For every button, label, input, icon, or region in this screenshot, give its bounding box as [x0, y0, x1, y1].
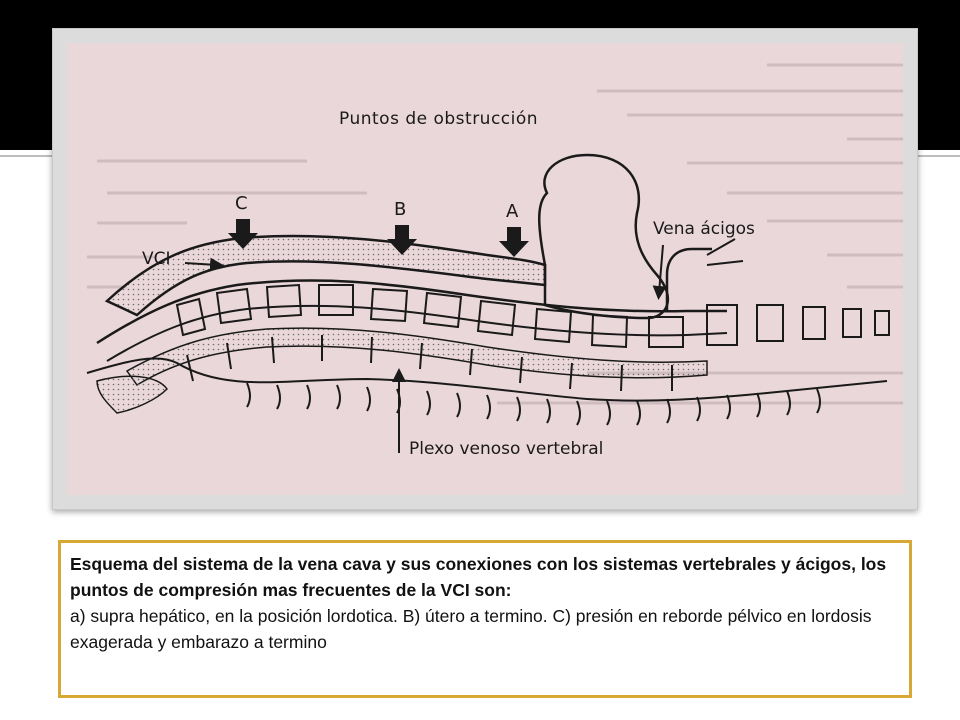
label-plexus: Plexo venoso vertebral [409, 439, 604, 459]
caption-box [58, 540, 912, 698]
sacral-wedge [97, 376, 167, 413]
vertebral-plexus-band [127, 328, 707, 385]
diagram-title: Puntos de obstrucción [339, 109, 539, 129]
caption-title: Esquema del sistema de la vena cava y sus conexiones con los sistemas vertebrales y ácigos, los puntos de compresión mas frecuentes de la VCI son: [70, 554, 887, 600]
caption-body: a) supra hepático, en la posición lordotica. B) útero a termino. C) presión en reborde pélvico en lordosis exagerada y embarazo a termino [70, 606, 872, 652]
label-point-a: A [506, 201, 519, 222]
azygos-branch [707, 239, 743, 265]
diagram-photo-frame [52, 28, 918, 510]
header-divider-right [916, 155, 960, 157]
label-point-c: C [235, 193, 248, 214]
azygos-pointer [659, 245, 663, 293]
label-vci: VCI [142, 249, 171, 269]
azygos-balloon [539, 155, 668, 318]
azygos-vein [667, 249, 712, 311]
label-azygos: Vena ácigos [653, 219, 755, 239]
arrow-down-icon [499, 227, 529, 257]
header-divider-left [0, 155, 52, 157]
label-point-b: B [394, 199, 407, 220]
scanned-diagram [67, 43, 903, 495]
